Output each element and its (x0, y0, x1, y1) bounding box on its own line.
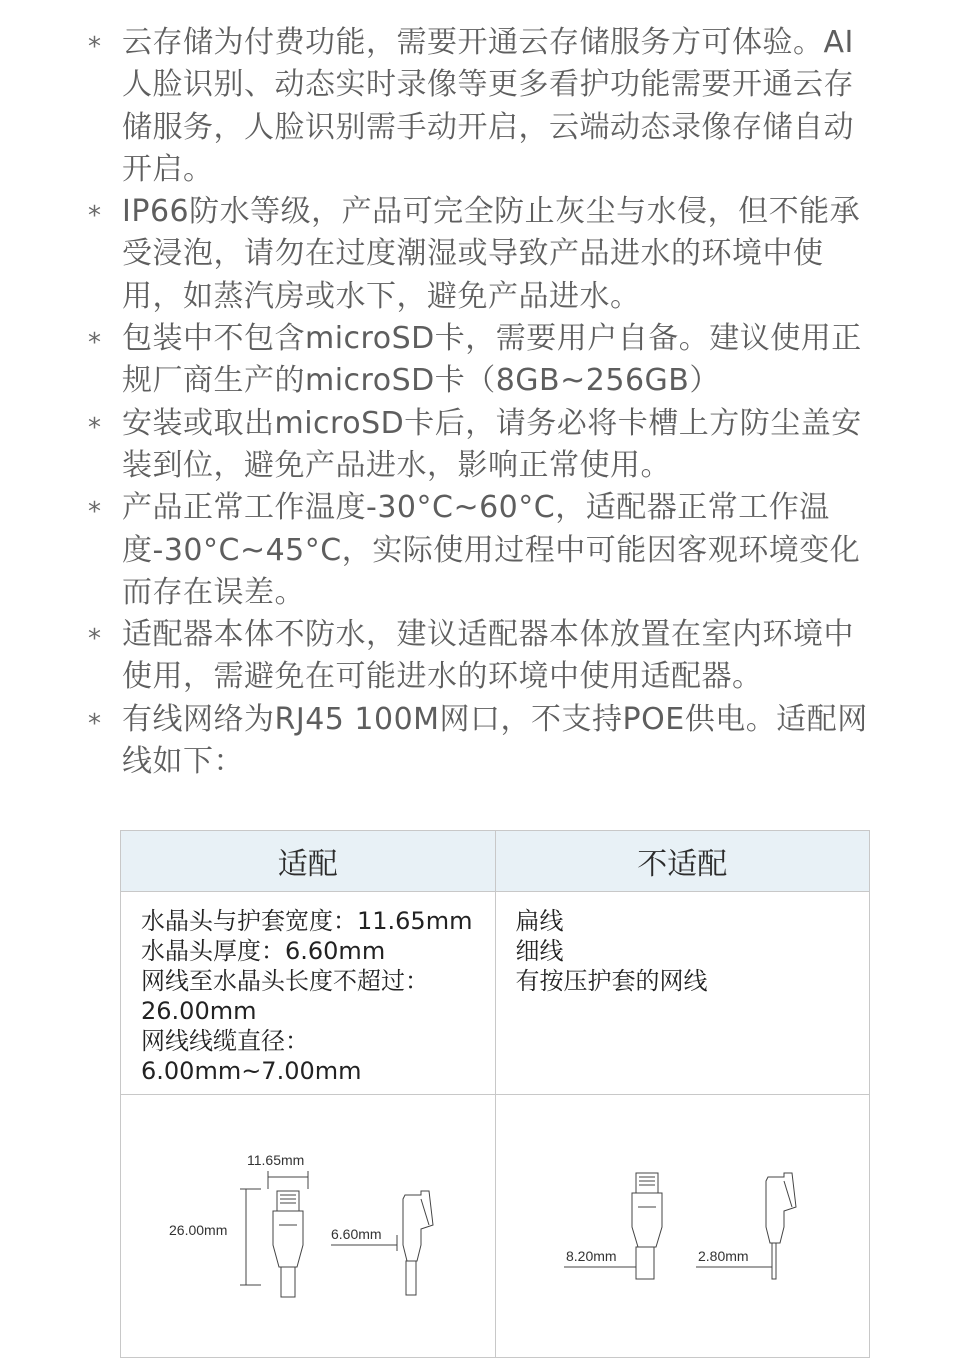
note-text: 适配器本体不防水，建议适配器本体放置在室内环境中使用，需避免在可能进水的环境中使用适配器。 (122, 617, 854, 695)
note-item (84, 403, 884, 488)
note-item (84, 614, 884, 699)
spec-line: 网线至水晶头长度不超过： (141, 967, 429, 995)
bullet-asterisk: * (88, 328, 102, 359)
dim-thickness-label: 6.60mm (331, 1226, 382, 1242)
note-item (84, 22, 884, 191)
bullet-asterisk: * (88, 624, 102, 655)
note-item (84, 191, 884, 318)
notes-list (84, 22, 884, 783)
table-diagram-row (121, 1095, 870, 1358)
spec-line: 6.00mm~7.00mm (141, 1057, 362, 1085)
bullet-asterisk: * (88, 708, 102, 739)
spec-line: 26.00mm (141, 997, 257, 1025)
note-text: 云存储为付费功能，需要开通云存储服务方可体验。AI人脸识别、动态实时录像等更多看护功能需要开通云存储服务，人脸识别需手动开启，云端动态录像存储自动开启。 (122, 25, 854, 187)
note-text: 包装中不包含microSD卡，需要用户自备。建议使用正规厂商生产的microSD卡（8GB~256GB） (122, 321, 862, 399)
incompatible-item: 有按压护套的网线 (515, 967, 708, 995)
dim-flat-label: 8.20mm (565, 1248, 617, 1264)
incompatible-item: 细线 (515, 937, 564, 965)
rj45-front-icon (273, 1191, 303, 1297)
bullet-asterisk: * (88, 32, 102, 62)
thin-cable-plug-icon (766, 1173, 796, 1279)
rj45-side-icon (403, 1191, 433, 1295)
spec-line: 水晶头厚度：6.60mm (141, 937, 386, 965)
dim-thin-label: 2.80mm (697, 1248, 749, 1264)
bullet-asterisk: * (88, 201, 102, 232)
incompatible-diagram-cell (495, 1095, 870, 1358)
note-item (84, 699, 884, 784)
incompatible-spec-cell (495, 892, 870, 1095)
compatible-diagram-cell (121, 1095, 496, 1358)
note-text: 有线网络为RJ45 100M网口，不支持POE供电。适配网线如下： (122, 701, 868, 780)
spec-line: 水晶头与护套宽度：11.65mm (141, 907, 473, 935)
note-text: IP66防水等级，产品可完全防止灰尘与水侵，但不能承受浸泡，请勿在过度潮湿或导致产品进水的环境中使用，如蒸汽房或水下，避免产品进水。 (122, 194, 861, 314)
dim-width-label: 11.65mm (247, 1152, 305, 1168)
dim-length-label: 26.00mm (169, 1222, 228, 1238)
note-item (84, 487, 884, 614)
cable-compat-table (120, 830, 870, 1358)
spec-line: 网线线缆直径： (141, 1027, 309, 1055)
note-item (84, 318, 884, 403)
note-text: 安装或取出microSD卡后，请务必将卡槽上方防尘盖安装到位，避免产品进水，影响正常使用。 (122, 405, 862, 483)
table-header-row (121, 831, 870, 892)
table-spec-row (121, 892, 870, 1095)
compatible-spec-cell (121, 892, 496, 1095)
note-text: 产品正常工作温度-30°C~60°C，适配器正常工作温度-30°C~45°C，实际使用过程中可能因客观环境变化而存在误差。 (122, 490, 861, 610)
compatible-cable-diagram (121, 1095, 495, 1357)
bullet-asterisk: * (88, 412, 102, 443)
incompatible-item: 扁线 (515, 907, 564, 935)
header-incompatible: 不适配 (495, 831, 870, 892)
header-compatible: 适配 (121, 831, 496, 892)
incompatible-cable-diagram (496, 1095, 870, 1357)
bullet-asterisk: * (88, 497, 102, 528)
